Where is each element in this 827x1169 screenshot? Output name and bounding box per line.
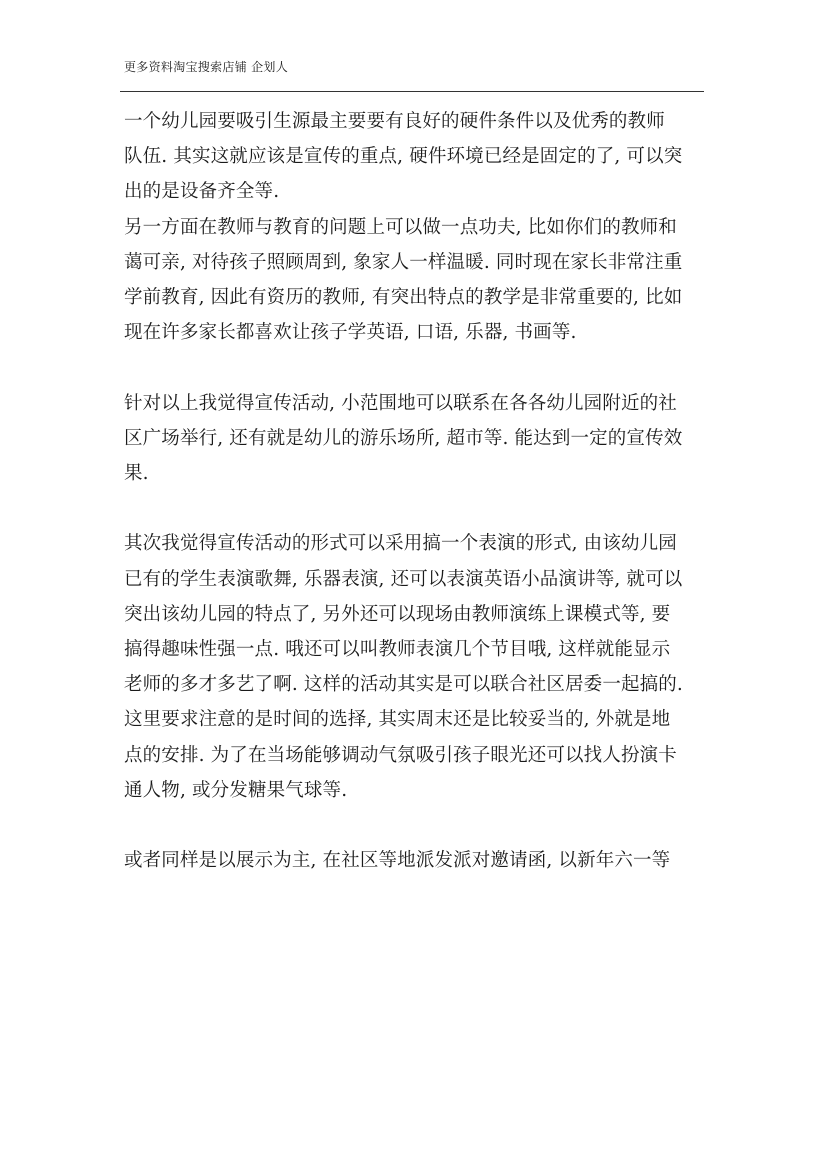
text-line: 学前教育, 因此有资历的教师, 有突出特点的教学是非常重要的, 比如 [124, 287, 683, 309]
text-line: 针对以上我觉得宣传活动, 小范围地可以联系在各各幼儿园附近的社 [124, 392, 677, 414]
document-body [124, 104, 708, 878]
text-line: 区广场举行, 还有就是幼儿的游乐场所, 超市等. 能达到一定的宣传效 [124, 427, 683, 449]
paragraph-spacer [124, 808, 708, 843]
text-line: 出的是设备齐全等. [124, 181, 280, 203]
text-line: 这里要求注意的是时间的选择, 其实周末还是比较妥当的, 外就是地 [124, 709, 671, 731]
text-line: 搞得趣味性强一点. 哦还可以叫教师表演几个节目哦, 这样就能显示 [124, 639, 671, 661]
paragraph-1 [124, 104, 708, 210]
paragraph-3 [124, 386, 708, 492]
text-line: 队伍. 其实这就应该是宣传的重点, 硬件环境已经是固定的了, 可以突 [124, 146, 683, 168]
text-line: 已有的学生表演歌舞, 乐器表演, 还可以表演英语小品演讲等, 就可以 [124, 568, 683, 590]
text-line: 另一方面在教师与教育的问题上可以做一点功夫, 比如你们的教师和 [124, 216, 677, 238]
text-line: 或者同样是以展示为主, 在社区等地派发派对邀请函, 以新年六一等 [124, 850, 671, 872]
paragraph-spacer [124, 491, 708, 526]
text-line: 突出该幼儿园的特点了, 另外还可以现场由教师演练上课模式等, 要 [124, 603, 671, 625]
text-line: 蔼可亲, 对待孩子照顾周到, 象家人一样温暖. 同时现在家长非常注重 [124, 251, 683, 273]
text-line: 通人物, 或分发糖果气球等. [124, 779, 348, 801]
text-line: 其次我觉得宣传活动的形式可以采用搞一个表演的形式, 由该幼儿园 [124, 533, 677, 555]
paragraph-spacer [124, 350, 708, 385]
text-line: 果. [124, 463, 149, 485]
paragraph-2 [124, 210, 708, 351]
page-header: 更多资料淘宝搜索店铺 企划人 [124, 60, 289, 74]
paragraph-4 [124, 526, 708, 808]
text-line: 一个幼儿园要吸引生源最主要要有良好的硬件条件以及优秀的教师 [124, 111, 665, 132]
paragraph-5 [124, 843, 708, 878]
text-line: 现在许多家长都喜欢让孩子学英语, 口语, 乐器, 书画等. [124, 322, 577, 344]
text-line: 点的安排. 为了在当场能够调动气氛吸引孩子眼光还可以找人扮演卡 [124, 744, 677, 766]
text-line: 老师的多才多艺了啊. 这样的活动其实是可以联合社区居委一起搞的. [124, 674, 683, 696]
header-divider [120, 91, 704, 92]
